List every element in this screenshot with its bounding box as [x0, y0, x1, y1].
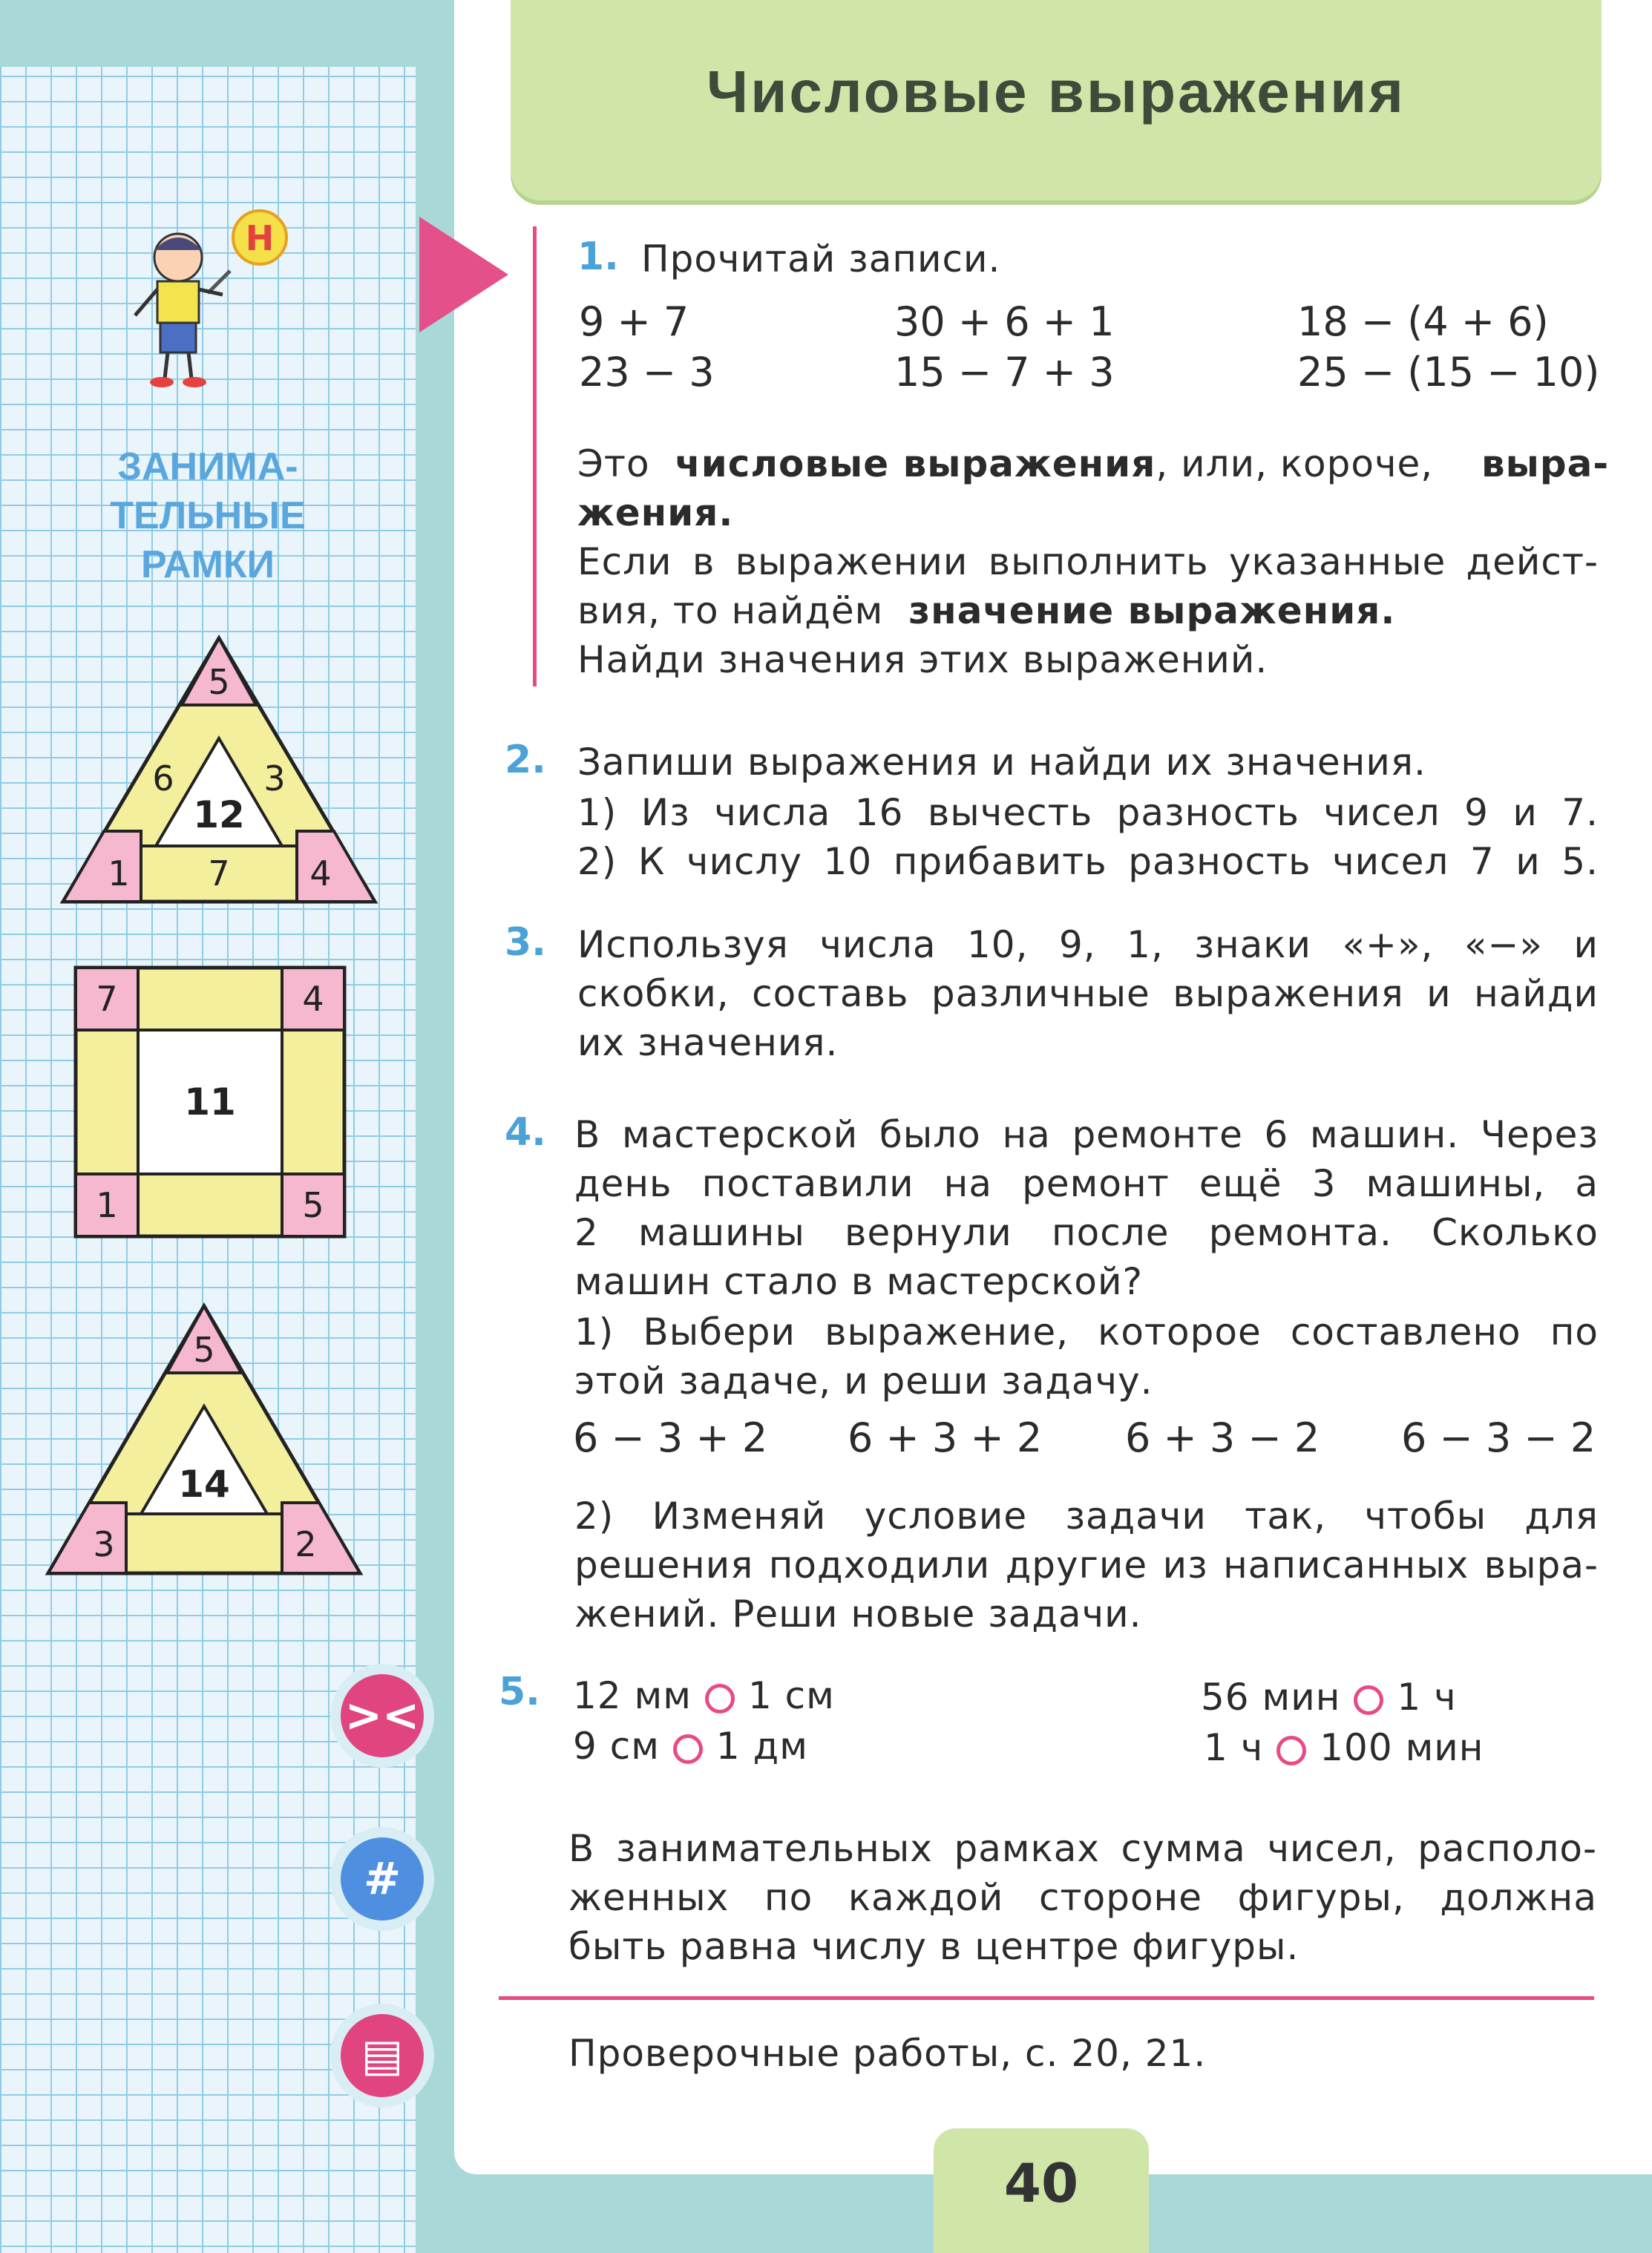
text: , или, короче, [1156, 442, 1434, 485]
frame2-top-right: 4 [302, 979, 324, 1019]
choice-expression: 6 + 3 + 2 [848, 1414, 1043, 1461]
frame1-bottom: 7 [208, 853, 230, 893]
task4-line: 2 машины вернули после ремонта. Сколько [574, 1211, 1599, 1254]
compare-signs-icon: >< [341, 1674, 424, 1757]
note-line: женных по каждой стороне фигуры, должна [568, 1876, 1597, 1919]
frame1-left-side: 6 [152, 758, 174, 798]
puzzle-square-frame-11 [73, 965, 347, 1239]
task4-line: день поставили на ремонт ещё 3 машины, а [574, 1162, 1599, 1205]
frame1-bottom-right: 4 [309, 853, 332, 893]
comparison [573, 1722, 808, 1771]
note-line: быть равна числу в центре фигуры. [568, 1925, 1299, 1968]
puzzle-triangle-frame-14 [45, 1302, 364, 1577]
frame2-center: 11 [184, 1080, 236, 1124]
term-numeric-expressions: числовые выражения [675, 442, 1156, 485]
expression: 15 − 7 + 3 [894, 349, 1115, 396]
book-icon: ▤ [341, 2014, 424, 2097]
task4-line: этой задаче, и реши задачу. [574, 1360, 1153, 1403]
task4-line: машин стало в мастерской? [574, 1260, 1144, 1303]
compare-right: 1 ч [1397, 1676, 1457, 1719]
definition-line [577, 439, 1433, 488]
frame3-center: 14 [178, 1463, 230, 1506]
text: вия, то найдём [577, 589, 884, 632]
task1-instruction: Найди значения этих выражений. [577, 638, 1268, 681]
sidebar-heading-line: ЗАНИМА- [117, 445, 298, 488]
sidebar-top-band [0, 0, 430, 67]
page-number: 40 [1003, 2152, 1079, 2214]
compare-right: 100 мин [1320, 1726, 1484, 1769]
frame3-top: 5 [193, 1330, 215, 1370]
frame3-bottom-right: 2 [295, 1524, 317, 1564]
frame1-center: 12 [193, 793, 245, 836]
expression: 23 − 3 [579, 349, 715, 396]
pointer-arrow-icon [419, 217, 508, 332]
compare-blank-circle[interactable] [673, 1734, 703, 1764]
sidebar-edge [416, 0, 460, 2253]
task4-line: решения подходили другие из написанных выра- [574, 1544, 1599, 1587]
task1-number: 1. [577, 235, 619, 279]
expression: 18 − (4 + 6) [1297, 298, 1549, 345]
comparison [1204, 1723, 1484, 1772]
grid-icon: # [341, 1837, 424, 1921]
compare-signs-icon-badge [330, 1664, 434, 1768]
task4-line: 2) Изменяй условие задачи так, чтобы для [574, 1495, 1599, 1538]
definition-line [577, 586, 1395, 635]
task4-line: жений. Реши новые задачи. [574, 1593, 1142, 1636]
compare-left: 56 мин [1201, 1676, 1341, 1719]
frame2-bottom-left: 1 [96, 1185, 118, 1225]
expression: 25 − (15 − 10) [1297, 349, 1600, 396]
note-line: В занимательных рамках сумма чисел, располо- [568, 1827, 1597, 1870]
task5-number: 5. [499, 1670, 540, 1714]
compare-right: 1 см [747, 1674, 835, 1717]
task2-line: 2) К числу 10 прибавить разность чисел 7 и 5. [577, 840, 1599, 883]
task3-line: Используя числа 10, 9, 1, знаки «+», «−» и [577, 923, 1599, 966]
choice-expression: 6 − 3 + 2 [573, 1414, 768, 1461]
frame1-right-side: 3 [263, 758, 286, 798]
task2-line: 1) Из числа 16 вычесть разность чисел 9 и 7. [577, 791, 1599, 834]
compare-left: 12 мм [573, 1674, 692, 1717]
book-icon-badge [330, 2004, 434, 2108]
choice-expression: 6 − 3 − 2 [1401, 1414, 1596, 1461]
definition-margin-line [533, 226, 537, 686]
compare-left: 9 см [573, 1725, 660, 1768]
task3-line: скобки, составь различные выражения и найди [577, 972, 1599, 1015]
puzzle-triangle-frame-12 [59, 634, 378, 909]
term-expressions-part1: выра- [1481, 442, 1610, 485]
task2-number: 2. [505, 738, 546, 782]
compare-blank-circle[interactable] [1276, 1736, 1306, 1765]
badge-letter: Н [245, 218, 275, 258]
expression: 30 + 6 + 1 [894, 298, 1115, 345]
frame1-bottom-left: 1 [108, 853, 130, 893]
compare-blank-circle[interactable] [705, 1684, 735, 1713]
text: Это [577, 442, 650, 485]
task1-heading: Прочитай записи. [641, 237, 1001, 281]
frame2-bottom-right: 5 [302, 1185, 324, 1225]
task4-line: В мастерской было на ремонте 6 машин. Через [574, 1113, 1599, 1156]
frame1-top: 5 [208, 662, 230, 702]
grid-icon-badge [330, 1827, 434, 1931]
task4-line: 1) Выбери выражение, которое составлено по [574, 1311, 1599, 1354]
check-work-reference: Проверочные работы, с. 20, 21. [568, 2032, 1207, 2075]
page-title: Числовые выражения [707, 59, 1406, 125]
task3-number: 3. [505, 920, 546, 965]
frame3-bottom-left: 3 [93, 1524, 115, 1564]
compare-right: 1 дм [715, 1725, 808, 1768]
definition-line: Если в выражении выполнить указанные дейст- [577, 540, 1599, 583]
compare-left: 1 ч [1204, 1726, 1264, 1769]
comparison [1201, 1673, 1457, 1722]
choice-expression: 6 + 3 − 2 [1125, 1414, 1320, 1461]
sidebar-heading-line: ТЕЛЬНЫЕ [110, 494, 306, 537]
task4-number: 4. [505, 1110, 546, 1155]
term-expressions-part2: жения. [577, 491, 734, 534]
boy-with-flag-illustration [119, 204, 312, 397]
task3-line: их значения. [577, 1021, 839, 1064]
term-expression-value: значение выражения. [908, 589, 1396, 632]
frame2-top-left: 7 [96, 979, 118, 1019]
sidebar-heading-line: РАМКИ [140, 543, 275, 586]
compare-blank-circle[interactable] [1354, 1685, 1383, 1715]
task2-line: Запиши выражения и найди их значения. [577, 741, 1426, 784]
sidebar-heading [96, 442, 319, 589]
expression: 9 + 7 [579, 298, 689, 345]
comparison [573, 1671, 835, 1720]
divider [499, 1996, 1594, 2000]
